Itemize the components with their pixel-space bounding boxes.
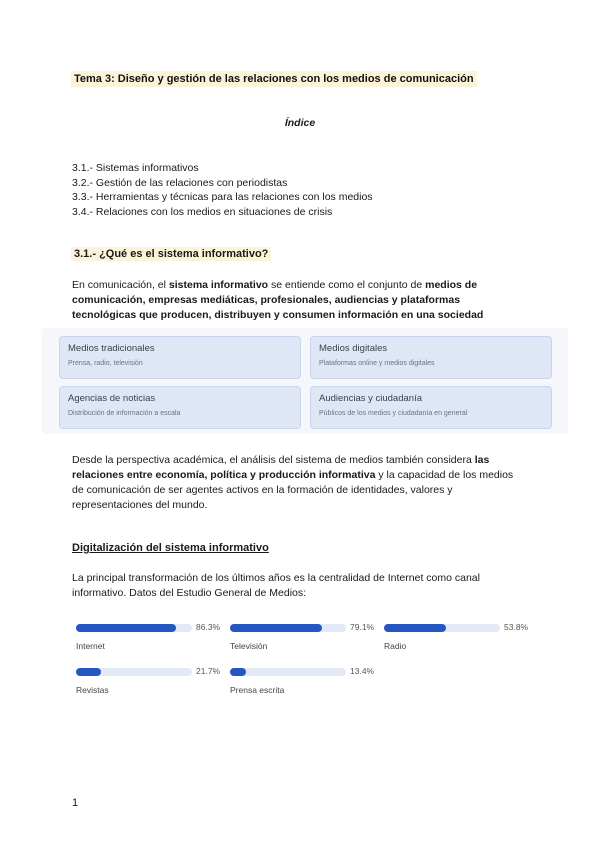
digital-paragraph: La principal transformación de los últimos años es la centralidad de Internet como canal informativo. Datos del Estudio General de Medios: xyxy=(72,572,480,599)
bar-label: Internet xyxy=(76,641,105,651)
bar-fill xyxy=(384,624,446,632)
media-usage-bars xyxy=(66,615,547,699)
bar-track xyxy=(384,624,500,632)
academic-paragraph: Desde la perspectiva académica, el análisis del sistema de medios también considera las relaciones entre economía, política y producción informativa y la capacidad de los medios de comunicación de ser agentes activos en la formación de identidades, valores y representaciones del mundo. xyxy=(72,454,514,511)
bar-track xyxy=(76,624,192,632)
media-card xyxy=(59,386,301,429)
bar-label: Revistas xyxy=(76,685,109,695)
toc-item: 3.3.- Herramientas y técnicas para las relaciones con los medios xyxy=(72,191,373,204)
bar-track xyxy=(230,668,346,676)
bar-value: 79.1% xyxy=(350,622,375,632)
bar-track xyxy=(76,668,192,676)
bar-value: 86.3% xyxy=(196,622,221,632)
bar-fill xyxy=(230,668,246,676)
bar-label: Televisión xyxy=(230,641,268,651)
bar-fill xyxy=(76,624,176,632)
bar-label: Prensa escrita xyxy=(230,685,285,695)
media-cards-panel xyxy=(42,328,568,434)
page-number: 1 xyxy=(72,797,79,809)
toc-item: 3.2.- Gestión de las relaciones con periodistas xyxy=(72,176,288,189)
media-card xyxy=(310,336,552,379)
bar-fill xyxy=(76,668,101,676)
index-heading: Índice xyxy=(284,117,316,129)
bar-value: 21.7% xyxy=(196,666,221,676)
card-title: Agencias de noticias xyxy=(68,393,156,404)
card-description: Distribución de información a escala xyxy=(68,410,181,417)
card-title: Audiencias y ciudadanía xyxy=(319,393,422,404)
card-description: Públicos de los medios y ciudadanía en general xyxy=(319,410,468,417)
toc-item: 3.4.- Relaciones con los medios en situaciones de crisis xyxy=(72,205,333,218)
card-title: Medios digitales xyxy=(319,343,388,354)
media-card xyxy=(59,336,301,379)
bar-value: 13.4% xyxy=(350,666,375,676)
subsection-heading: Digitalización del sistema informativo xyxy=(72,542,269,554)
section-heading: 3.1.- ¿Qué es el sistema informativo? xyxy=(71,247,271,261)
card-title: Medios tradicionales xyxy=(68,343,155,354)
table-of-contents xyxy=(72,161,373,219)
definition-paragraph: En comunicación, el sistema informativo se entiende como el conjunto de medios de comunicación, empresas mediáticas, profesionales, audiencias y plataformas tecnológicas que producen, distribuyen y consumen información en una sociedad xyxy=(72,279,484,321)
card-description: Prensa, radio, televisión xyxy=(68,360,143,367)
bar-fill xyxy=(230,624,322,632)
card-description: Plataformas online y medios digitales xyxy=(319,360,435,367)
bar-label: Radio xyxy=(384,641,407,651)
media-card xyxy=(310,386,552,429)
document-title: Tema 3: Diseño y gestión de las relaciones con los medios de comunicación xyxy=(71,71,477,87)
toc-item: 3.1.- Sistemas informativos xyxy=(72,162,199,174)
bar-value: 53.8% xyxy=(504,622,529,632)
bar-track xyxy=(230,624,346,632)
